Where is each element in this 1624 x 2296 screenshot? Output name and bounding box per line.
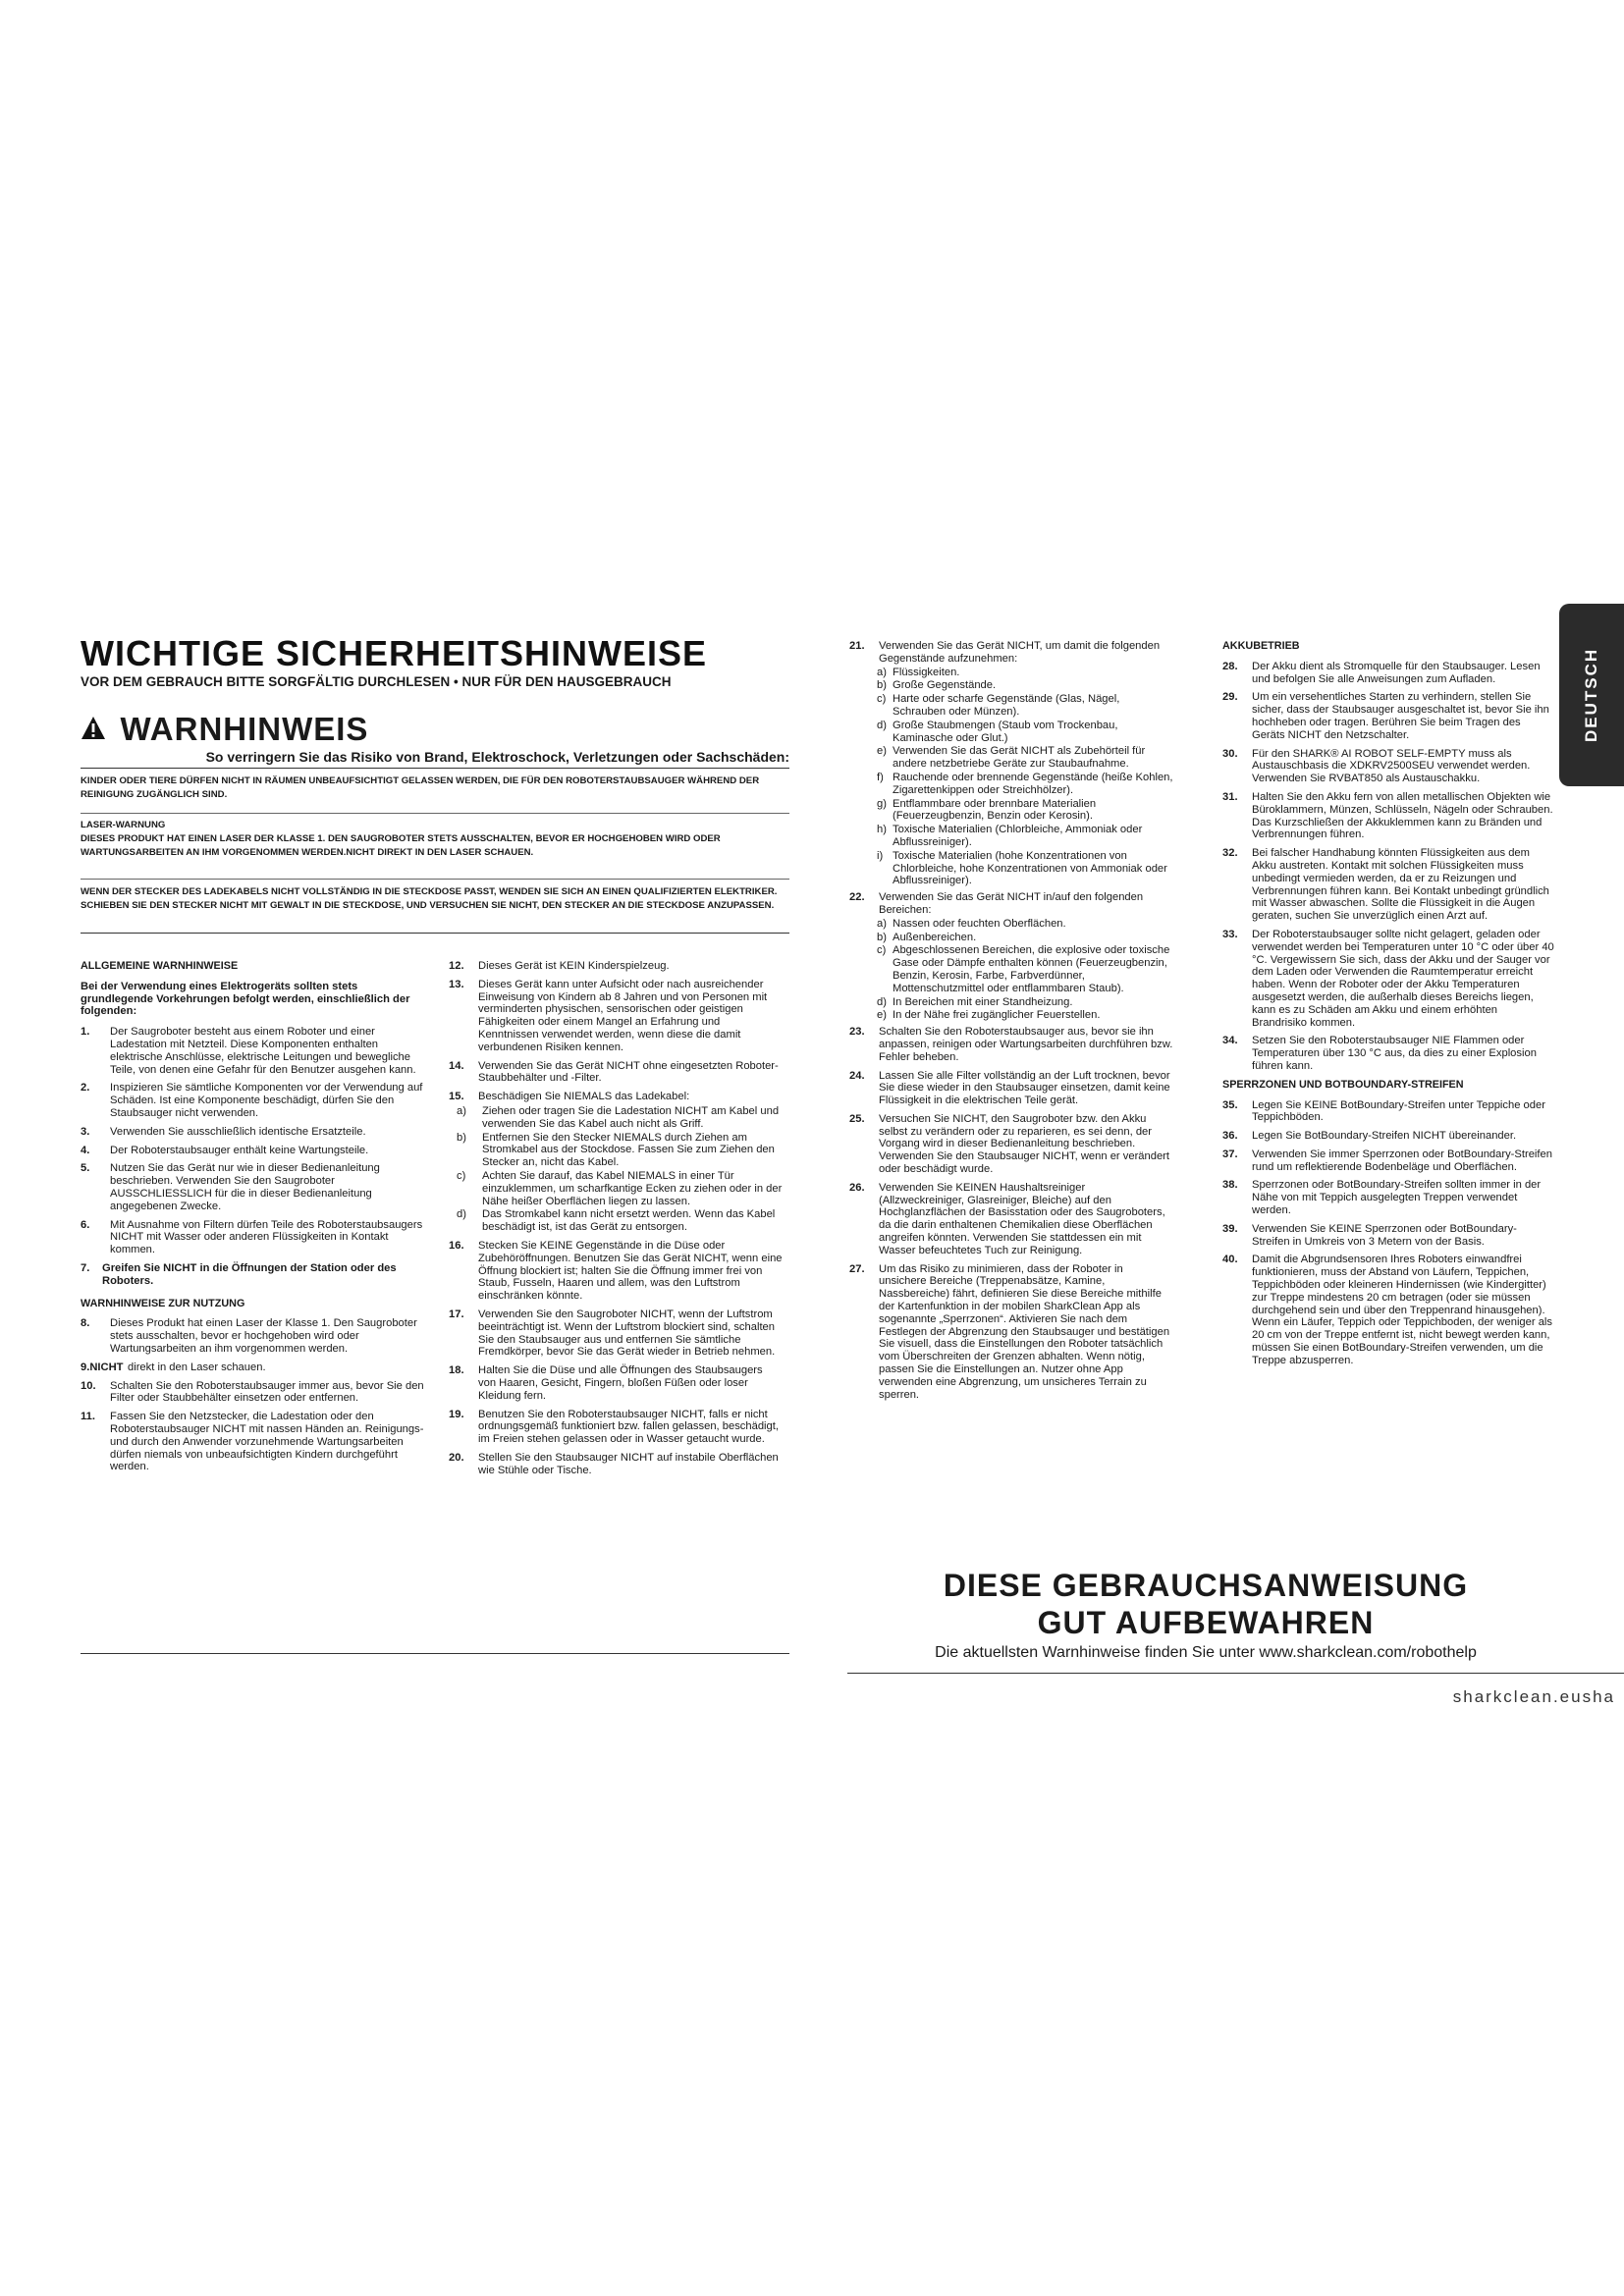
list-item: 8. Dieses Produkt hat einen Laser der Klasse 1. Den Saugroboter stets ausschalten, bevor er hochgehoben wird oder Wartungsarbeiten an ihm vorgenommen werden. <box>81 1317 417 1355</box>
language-tab-label: DEUTSCH <box>1582 647 1600 743</box>
warning-title: WARNHINWEIS <box>120 711 369 747</box>
column-general-warnings <box>81 960 426 1479</box>
list-item: 17. Verwenden Sie den Saugroboter NICHT, wenn der Luftstrom beeinträchtigt ist. Wenn der Luftstrom blockiert sind, schalten Sie den Staubsauger aus und entfernen Sie sämtliche Fremdkörper, bevor Sie das Gerät wieder in Betrieb nehmen. <box>449 1308 776 1359</box>
divider <box>81 1653 789 1654</box>
divider <box>81 768 789 769</box>
sub-item: c) Harte oder scharfe Gegenstände (Glas, Nägel, Schrauben oder Münzen). <box>877 693 1120 718</box>
list-item: 37. Verwenden Sie immer Sperrzonen oder BotBoundary-Streifen rund um reflektierende Bodenbeläge und Oberflächen. <box>1222 1148 1552 1173</box>
divider <box>81 879 789 880</box>
list-item: 2. Inspizieren Sie sämtliche Komponenten vor der Verwendung auf Schäden. Ist eine Komponente beschädigt, dürfen Sie den Staubsauger nicht verwenden. <box>81 1082 423 1119</box>
list-item: 23. Schalten Sie den Roboterstaubsauger aus, bevor sie ihn anpassen, reinigen oder Wartungsarbeiten durchführen bzw. Fehler beheben. <box>849 1026 1173 1063</box>
general-intro: Bei der Verwendung eines Elektrogeräts sollten stets grundlegende Vorkehrungen befolgt werden, einschließlich der folgenden: <box>81 980 410 1018</box>
warning-subtitle: So verringern Sie das Risiko von Brand, Elektroschock, Verletzungen oder Sachschäden: <box>205 749 789 765</box>
sub-item: d) In Bereichen mit einer Standheizung. <box>877 995 1073 1008</box>
sub-item: b) Entfernen Sie den Stecker NIEMALS durch Ziehen am Stromkabel aus der Stockdose. Fassen Sie zum Ziehen den Stecker an, nicht das Kabel. <box>457 1131 775 1169</box>
sub-item: f) Rauchende oder brennende Gegenstände (heiße Kohlen, Zigarettenkippen oder Streichhölzer). <box>877 771 1173 796</box>
section-heading-usage: WARNHINWEISE ZUR NUTZUNG <box>81 1297 245 1309</box>
sub-item: d) Das Stromkabel kann nicht ersetzt werden. Wenn das Kabel beschädigt ist, ist das Gerät zu entsorgen. <box>457 1208 776 1234</box>
laser-warning-heading: LASER-WARNUNG <box>81 820 166 830</box>
keep-line-2: GUT AUFBEWAHREN <box>1037 1605 1375 1640</box>
list-item: 16. Stecken Sie KEINE Gegenstände in die Düse oder Zubehöröffnungen. Benutzen Sie das Gerät NICHT, wenn eine Öffnung blockiert ist; halten Sie die Öffnung immer frei von Staub, Fusseln, Haaren und allem, was den Luftstrom einschränken könnte. <box>449 1239 783 1303</box>
sub-item: a) Nassen oder feuchten Oberflächen. <box>877 917 1066 930</box>
list-item: 10. Schalten Sie den Roboterstaubsauger immer aus, bevor Sie den Filter oder Staubbehälter einsetzen oder entfernen. <box>81 1379 424 1405</box>
list-item: 34. Setzen Sie den Roboterstaubsauger NIE Flammen oder Temperaturen über 130 °C aus, da dies zu einer Explosion führen kann. <box>1222 1035 1537 1072</box>
section-heading-battery: AKKUBETRIEB <box>1222 640 1300 652</box>
list-item: 4. Der Roboterstaubsauger enthält keine Wartungsteile. <box>81 1144 369 1156</box>
sub-item: b) Außenbereichen. <box>877 931 977 943</box>
divider <box>81 933 789 934</box>
list-item: 14. Verwenden Sie das Gerät NICHT ohne eingesetzten Roboter-Staubbehälter und -Filter. <box>449 1059 779 1085</box>
list-item: 33. Der Roboterstaubsauger sollte nicht gelagert, geladen oder verwendet werden bei Temperaturen unter 10 °C oder über 40 °C. Vergewissern Sie sich, dass der Akku und der Sauger vor dem Laden oder Verwenden die Raumtemperatur erreicht haben. Wenn der Roboter oder der Akku Temperaturen ausgesetzt werden, die außerhalb dieses Bereichs liegen, kann es zu Schäden am Akku und einem erhöhten Brandrisiko kommen. <box>1222 928 1554 1029</box>
list-item: 32. Bei falscher Handhabung könnten Flüssigkeiten aus dem Akku austreten. Kontakt mit solchen Flüssigkeiten muss unbedingt vermieden werden, da er zu Reizungen und Verbrennungen führen kann. Bei Kontakt unbedingt gründlich mit Wasser abwaschen. Sollte die Flüssigkeit in die Augen geraten, suchen Sie unverzüglich einen Arzt auf. <box>1222 847 1549 923</box>
sublist-15 <box>449 1105 783 1234</box>
list-item: 18. Halten Sie die Düse und alle Öffnungen des Staubsaugers von Haaren, Gesicht, Fingern, bloßen Füßen oder loser Kleidung fern. <box>449 1364 763 1402</box>
list-item: 13. Dieses Gerät kann unter Aufsicht oder nach ausreichender Einweisung von Kindern ab 8 Jahren und von Personen mit verminderten physischen, sensorischen oder geistigen Fähigkeiten oder einem Mangel an Erfahrung und Kenntnissen verwendet werden, wenn diese die damit verbundenen Risiken kennen. <box>449 978 768 1053</box>
sub-item: b) Große Gegenstände. <box>877 679 997 692</box>
list-item: 28. Der Akku dient als Stromquelle für den Staubsauger. Lesen und befolgen Sie alle Anweisungen zum Aufladen. <box>1222 660 1541 685</box>
sub-item: d) Große Staubmengen (Staub vom Trockenbau, Kaminasche oder Glut.) <box>877 719 1118 744</box>
list-item: 38. Sperrzonen oder BotBoundary-Streifen sollten immer in der Nähe von mit Teppich ausgelegten Treppen verwendet werden. <box>1222 1179 1542 1217</box>
sub-item: e) Verwenden Sie das Gerät NICHT als Zubehörteil für andere netzbetriebe Geräte zur Staubaufnahme. <box>877 745 1146 771</box>
plug-warning-text: WENN DER STECKER DES LADEKABELS NICHT VOLLSTÄNDIG IN DIE STECKDOSE PASST, WENDEN SIE SICH AN EINEN QUALIFIZIERTEN ELEKTRIKER. SCHIEBEN SIE DEN STECKER NICHT MIT GEWALT IN DIE STECKDOSE, UND VERSUCHEN SIE NICHT, DEN STECKER AN DIE STECKDOSE ANZUPASSEN. <box>81 886 778 911</box>
list-item: 9.NICHT direkt in den Laser schauen. <box>81 1361 266 1373</box>
language-tab <box>1559 604 1624 786</box>
list-item: 25. Versuchen Sie NICHT, den Saugroboter bzw. den Akku selbst zu verändern oder zu reparieren, es sei denn, der Vorgang wird in dieser Bedienanleitung beschrieben. Verwenden Sie den Staubsauger NICHT, wenn er verändert oder beschädigt wurde. <box>849 1112 1170 1176</box>
page-subtitle: VOR DEM GEBRAUCH BITTE SORGFÄLTIG DURCHLESEN • NUR FÜR DEN HAUSGEBRAUCH <box>81 674 672 689</box>
sublist-22 <box>849 918 1173 1022</box>
sub-item: g) Entflammbare oder brennbare Materialien (Feuerzeugbenzin, Benzin oder Kerosin). <box>877 797 1097 823</box>
list-item: 20. Stellen Sie den Staubsauger NICHT auf instabile Oberflächen wie Stühle oder Tische. <box>449 1451 779 1476</box>
list-item: 5. Nutzen Sie das Gerät nur wie in dieser Bedienanleitung beschrieben. Verwenden Sie den Saugroboter AUSSCHLIESSLICH für die in dieser Bedienanleitung angegebenen Zwecke. <box>81 1162 380 1212</box>
warning-triangle-icon <box>81 716 106 741</box>
sub-item: a) Flüssigkeiten. <box>877 666 960 678</box>
list-item: 22. Verwenden Sie das Gerät NICHT in/auf den folgenden Bereichen: <box>849 891 1144 916</box>
laser-warning-text: DIESES PRODUKT HAT EINEN LASER DER KLASSE 1. DEN SAUGROBOTER STETS AUSSCHALTEN, BEVOR ER HOCHGEHOBEN WIRD ODER WARTUNGSARBEITEN AN IHM VORGENOMMEN WERDEN.NICHT DIREKT IN DEN LASER SCHAUEN. <box>81 833 721 858</box>
list-item: 26. Verwenden Sie KEINEN Haushaltsreiniger (Allzweckreiniger, Glasreiniger, Bleiche) auf den Hochglanzflächen der Basisstation oder des Saugroboters, da die darin enthaltenen Chemikalien diese Oberflächen angreifen könnten. Verwenden Sie stattdessen ein mit Wasser befeuchtetes Tuch zur Reinigung. <box>849 1181 1165 1256</box>
list-item: 3. Verwenden Sie ausschließlich identische Ersatzteile. <box>81 1125 366 1138</box>
list-item: 36. Legen Sie BotBoundary-Streifen NICHT übereinander. <box>1222 1130 1517 1143</box>
section-heading-general: ALLGEMEINE WARNHINWEISE <box>81 960 239 972</box>
warning-heading <box>81 712 787 751</box>
brand-url: sharkclean.eusha <box>1452 1687 1615 1706</box>
list-item: 7. Greifen Sie NICHT in die Öffnungen der Station oder des Roboters. <box>81 1261 397 1287</box>
list-item: 35. Legen Sie KEINE BotBoundary-Streifen unter Teppiche oder Teppichböden. <box>1222 1098 1545 1124</box>
list-item: 31. Halten Sie den Akku fern von allen metallischen Objekten wie Büroklammern, Münzen, Schlüsseln, Nägeln oder Schrauben. Das Kurzschließen der Akkuklemmen kann zu Bränden und Verbrennungen führen. <box>1222 790 1553 841</box>
list-item: 39. Verwenden Sie KEINE Sperrzonen oder BotBoundary-Streifen in Umkreis von 3 Metern von der Basis. <box>1222 1222 1517 1248</box>
divider <box>81 813 789 814</box>
divider <box>847 1673 1624 1674</box>
sub-item: c) Abgeschlossenen Bereichen, die explosive oder toxische Gase oder Dämpfe enthalten können (Feuerzeugbenzin, Benzin, Kerosin, Farbe, Farbverdünner, Mottenschutzmittel oder entflammbaren Staub). <box>877 944 1170 994</box>
sub-item: h) Toxische Materialien (Chlorbleiche, Ammoniak oder Abflussreiniger). <box>877 824 1143 848</box>
list-item: 24. Lassen Sie alle Filter vollständig an der Luft trocknen, bevor Sie diese wieder in den Staubsauger einsetzen, damit keine Flüssigkeit in die elektrischen Teile gerät. <box>849 1069 1170 1107</box>
sub-item: c) Achten Sie darauf, das Kabel NIEMALS in einer Tür einzuklemmen, um scharfkantige Ecken zu ziehen oder in der Nähe heißer Oberflächen liegen zu lassen. <box>457 1169 783 1207</box>
list-item: 19. Benutzen Sie den Roboterstaubsauger NICHT, falls er nicht ordnungsgemäß funktioniert bzw. fallen gelassen, beschädigt, im Freien stehen gelassen oder in Wasser getaucht wurde. <box>449 1408 779 1446</box>
column-warnings-3 <box>849 640 1173 1407</box>
sub-item: i) Toxische Materialien (hohe Konzentrationen von Chlorbleiche, hohe Konzentrationen von Ammoniak oder Abflussreiniger). <box>877 849 1167 887</box>
keep-line-1: DIESE GEBRAUCHSANWEISUNG <box>943 1568 1469 1603</box>
list-item: 12. Dieses Gerät ist KEIN Kinderspielzeug. <box>449 960 670 972</box>
section-heading-boundary: SPERRZONEN UND BOTBOUNDARY-STREIFEN <box>1222 1078 1464 1091</box>
list-item: 21. Verwenden Sie das Gerät NICHT, um damit die folgenden Gegenstände aufzunehmen: <box>849 640 1161 665</box>
list-item: 40. Damit die Abgrundsensoren Ihres Roboters einwandfrei funktionieren, muss der Abstand von Läufern, Teppichen, Teppichböden oder kleineren Hindernissen (wie Kindergitter) zur Treppe mindestens 20 cm betragen (oder sie müssen durchgehend sein und über den Treppenrand hinausgehen). Wenn ein Läufer, Teppich oder Teppichboden, der weniger als 20 cm von der Treppe entfernt ist, nicht bewegt werden kann, müssen Sie einen BotBoundary-Streifen verwenden, um die Treppe abzusperren. <box>1222 1254 1553 1366</box>
keep-instructions-heading <box>847 1567 1564 1641</box>
list-item: 27. Um das Risiko zu minimieren, dass der Roboter in unsichere Bereiche (Treppenabsätze, Kamine, Nassbereiche) fährt, definieren Sie diese Bereiche mithilfe der Kartenfunktion in der mobilen SharkClean App als sogenannte „Sperrzonen“. Aktivieren Sie nach dem Festlegen der Abgrenzung den Staubsauger und bestätigen Sie visuell, dass die Einstellungen den Roboter tatsächlich vom Überschreiten der Grenzen abhalten. Wenn nötig, passen Sie die Einstellungen an. Nutzer ohne App verwenden eine Abgrenzung, um unsicheres Terrain zu sperren. <box>849 1262 1170 1401</box>
sub-item: a) Ziehen oder tragen Sie die Ladestation NICHT am Kabel und verwenden Sie das Kabel auch nicht als Griff. <box>457 1104 780 1130</box>
sub-item: e) In der Nähe frei zugänglicher Feuerstellen. <box>877 1009 1101 1022</box>
list-item: 29. Um ein versehentliches Starten zu verhindern, stellen Sie sicher, dass der Staubsauger ausgeschaltet ist, bevor Sie ihn hochheben oder tragen. Berühren Sie beim Tragen des Geräts NICHT den Netzschalter. <box>1222 691 1549 741</box>
column-warnings-2 <box>449 960 783 1482</box>
sublist-21 <box>849 667 1173 888</box>
latest-warnings-note: Die aktuellsten Warnhinweise finden Sie unter www.sharkclean.com/robothelp <box>935 1644 1477 1661</box>
list-item: 1. Der Saugroboter besteht aus einem Roboter und einer Ladestation mit Netzteil. Diese Komponenten enthalten elektrische Anschlüsse, elektrische Leitungen und bewegliche Teile, von denen eine Gefahr für den Benutzer ausgehen kann. <box>81 1026 416 1076</box>
children-warning: KINDER ODER TIERE DÜRFEN NICHT IN RÄUMEN UNBEAUFSICHTIGT GELASSEN WERDEN, DIE FÜR DEN ROBOTERSTAUBSAUGER WÄHREND DER REINIGUNG ZUGÄNGLICH SIND. <box>81 775 760 800</box>
page-title: WICHTIGE SICHERHEITSHINWEISE <box>81 633 708 673</box>
list-item: 15. Beschädigen Sie NIEMALS das Ladekabel: <box>449 1091 690 1103</box>
column-battery <box>1222 640 1554 1373</box>
list-item: 6. Mit Ausnahme von Filtern dürfen Teile des Roboterstaubsaugers NICHT mit Wasser oder anderen Flüssigkeiten in Kontakt kommen. <box>81 1218 423 1256</box>
list-item: 11. Fassen Sie den Netzstecker, die Ladestation oder den Roboterstaubsauger NICHT mit nassen Händen an. Reinigungs- und durch den Anwender vorzunehmende Wartungsarbeiten dürfen niemals von unbeaufsichtigten Kindern durchgeführt werden. <box>81 1411 424 1473</box>
list-item: 30. Für den SHARK® AI ROBOT SELF-EMPTY muss als Austauschbasis die XDKRV2500SEU verwendet werden. Verwenden Sie RVBAT850 als Austauschakku. <box>1222 747 1531 785</box>
